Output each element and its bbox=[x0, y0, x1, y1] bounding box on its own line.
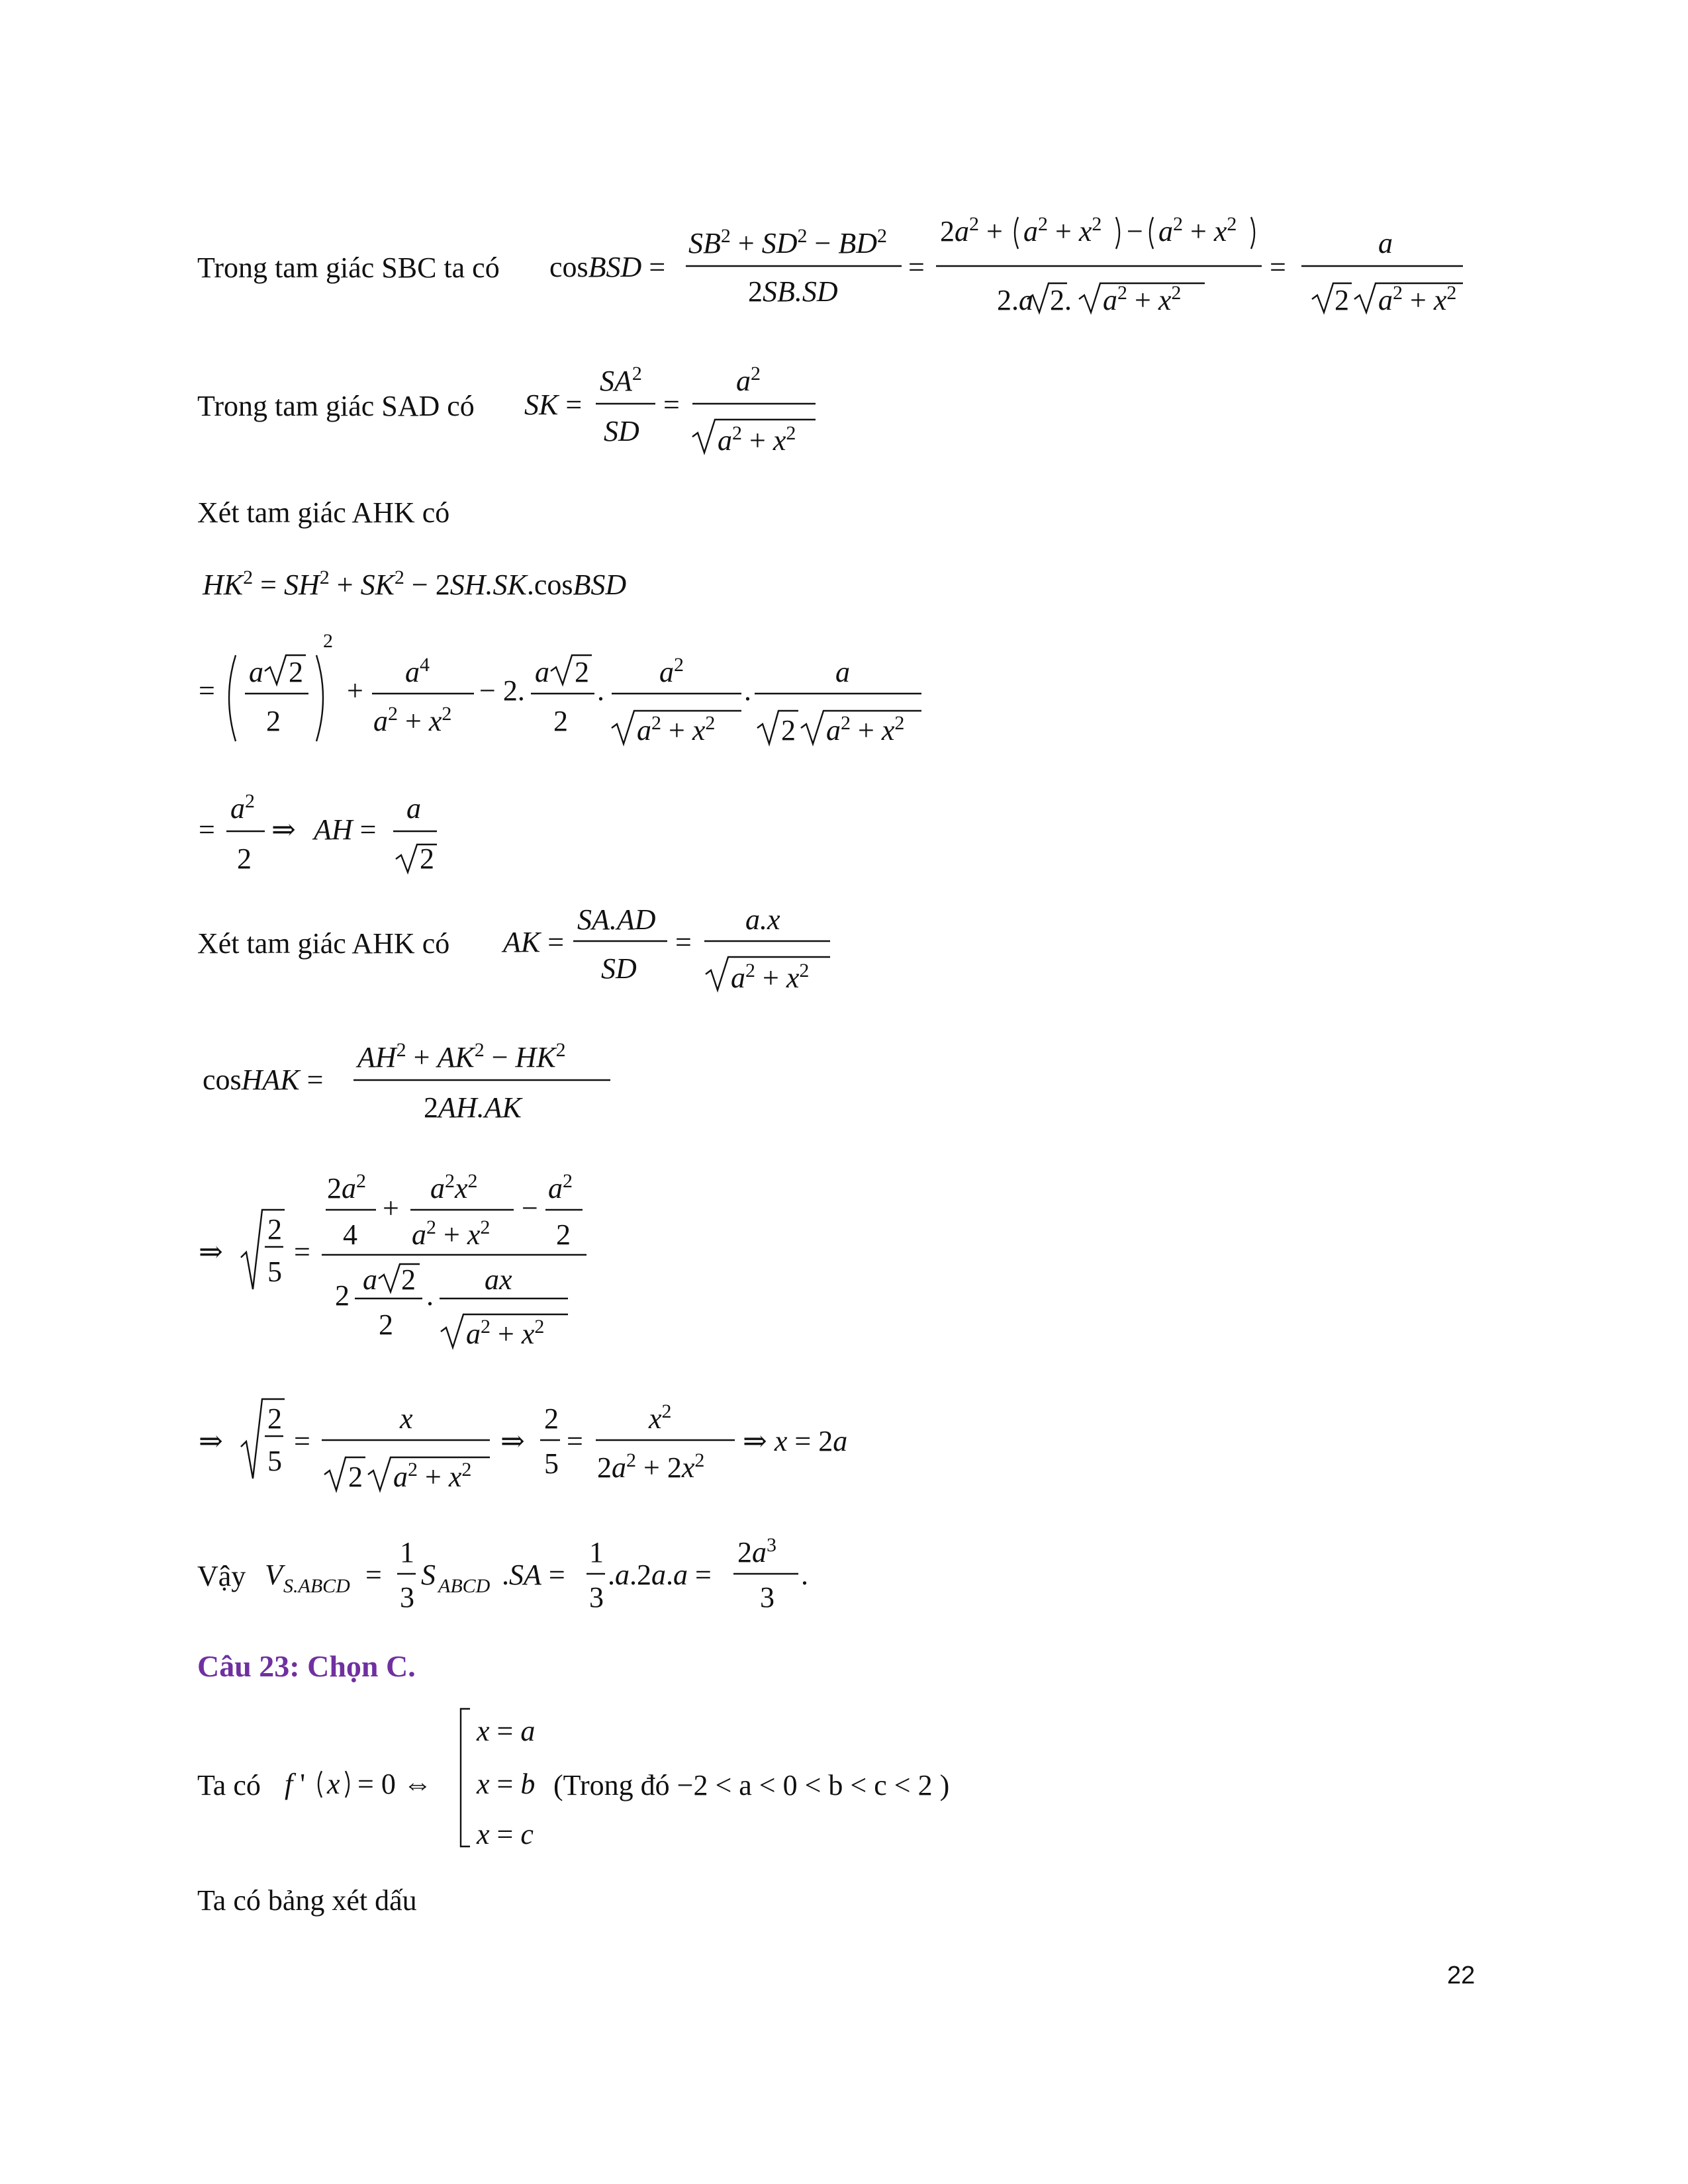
svg-text:SD: SD bbox=[604, 415, 639, 447]
text-trong-do-condition: (Trong đó −2 < a < 0 < b < c < 2 ) bbox=[553, 1769, 950, 1801]
svg-text:1: 1 bbox=[400, 1536, 414, 1569]
svg-text:SK =: SK = bbox=[524, 388, 583, 421]
svg-text:x = c: x = c bbox=[477, 1818, 534, 1850]
svg-text:a2 + x2: $a^2 + x^2$ bbox=[1378, 282, 1457, 316]
svg-text:2: 2 bbox=[544, 1402, 559, 1435]
svg-text:a: a bbox=[835, 656, 850, 688]
svg-text:+: + bbox=[347, 674, 363, 707]
svg-text:5: 5 bbox=[544, 1447, 559, 1480]
svg-text:SA2: $SA^2$ bbox=[600, 363, 642, 397]
svg-text:2AH.AK: 2AH.AK bbox=[424, 1091, 522, 1124]
svg-text:a2 + x2: $a^2 + x^2$ bbox=[393, 1459, 472, 1493]
svg-text:.: . bbox=[744, 674, 751, 707]
svg-text:2: 2 bbox=[267, 1213, 282, 1246]
svg-text:=: = bbox=[675, 926, 692, 958]
svg-text:a4: $a^4$ bbox=[405, 654, 430, 688]
svg-text:ABCD: ABCD bbox=[438, 1575, 491, 1597]
svg-text:2.a: 2.a bbox=[997, 284, 1033, 316]
svg-text:x: x bbox=[400, 1402, 413, 1435]
svg-text:HK2 = SH2 + SK2 − 2SH.SK.cosBS: $HK^2 = SH^2 + SK^2$ − 2SH.SK.cosBSD bbox=[203, 567, 627, 601]
svg-text:a2 + x2: $a^2 + x^2$ bbox=[1103, 282, 1182, 316]
svg-text:S: S bbox=[421, 1559, 436, 1591]
svg-text:2a2 +: $2a^2$ + bbox=[940, 213, 1003, 248]
svg-text:⇒: ⇒ bbox=[199, 1236, 223, 1268]
svg-text:x = b: x = b bbox=[477, 1768, 536, 1800]
svg-text:2: 2 bbox=[237, 842, 252, 875]
svg-text:−: − bbox=[522, 1192, 538, 1224]
svg-text:=: = bbox=[294, 1236, 310, 1268]
svg-text:=: = bbox=[1270, 251, 1286, 283]
svg-text:1: 1 bbox=[589, 1536, 604, 1569]
svg-text:a2 + x2: $a^2 + x^2$ bbox=[718, 422, 796, 457]
svg-text:a2 + x2: $a^2 + x^2$ bbox=[1023, 213, 1102, 248]
page-number: 22 bbox=[1447, 1962, 1476, 1989]
svg-text:2: 2 bbox=[323, 630, 333, 652]
svg-text:V: V bbox=[265, 1559, 283, 1591]
svg-text:⇒: ⇒ bbox=[271, 813, 296, 846]
svg-text:a: a bbox=[406, 792, 421, 825]
svg-text:x = a: x = a bbox=[477, 1715, 536, 1747]
svg-text:2a2: $2a^2$ bbox=[327, 1170, 366, 1205]
svg-text:ax: ax bbox=[485, 1263, 512, 1296]
svg-text:2: 2 bbox=[556, 1218, 571, 1251]
svg-text:2: 2 bbox=[335, 1279, 350, 1312]
svg-text:4: 4 bbox=[343, 1218, 357, 1251]
svg-text:cosHAK =: cosHAK = bbox=[203, 1064, 324, 1096]
svg-text:a2 + x2: $a^2 + x^2$ bbox=[731, 960, 810, 994]
svg-text:2: 2 bbox=[553, 705, 568, 737]
text-vay: Vậy bbox=[197, 1560, 246, 1592]
svg-text:2.: 2. bbox=[1050, 284, 1072, 316]
svg-text:.: . bbox=[597, 674, 604, 707]
text-xet-tam-giac-ahk-2: Xét tam giác AHK có bbox=[197, 927, 450, 960]
svg-text:2: 2 bbox=[575, 656, 589, 688]
svg-text:=: = bbox=[663, 388, 680, 421]
svg-text:AH =: AH = bbox=[314, 813, 377, 846]
svg-text:2: 2 bbox=[267, 1402, 282, 1435]
svg-text:a: a bbox=[363, 1263, 377, 1296]
svg-text:AK =: AK = bbox=[503, 926, 565, 958]
svg-text:5: 5 bbox=[267, 1445, 282, 1477]
svg-text:=: = bbox=[294, 1425, 310, 1457]
svg-text:=: = bbox=[365, 1559, 382, 1591]
svg-text:a2 + x2: $a^2 + x^2$ bbox=[373, 703, 452, 737]
svg-text:a2: $a^2$ bbox=[736, 363, 761, 397]
svg-text:a2 + x2: $a^2 + x^2$ bbox=[466, 1316, 545, 1350]
svg-text:a.x: a.x bbox=[745, 903, 780, 936]
svg-text:a2 + x2: $a^2 + x^2$ bbox=[412, 1216, 491, 1251]
svg-text:⇒: ⇒ bbox=[500, 1425, 525, 1457]
svg-text:SD: SD bbox=[601, 952, 637, 985]
svg-text:5: 5 bbox=[267, 1255, 282, 1288]
svg-text:a: a bbox=[1378, 227, 1393, 259]
svg-text:2a2 + 2x2: $2a^2 + 2x^2$ bbox=[597, 1449, 705, 1484]
svg-text:.: . bbox=[426, 1279, 434, 1312]
svg-text:x2: $x^2$ bbox=[649, 1400, 672, 1435]
svg-text:2SB.SD: 2SB.SD bbox=[748, 275, 838, 308]
text-ta-co-1: Ta có bbox=[197, 1769, 261, 1801]
svg-text:− 2.: − 2. bbox=[479, 674, 525, 707]
svg-text:=: = bbox=[199, 813, 215, 846]
svg-text:a2 + x2: $a^2 + x^2$ bbox=[1158, 213, 1237, 248]
svg-text:S.ABCD: S.ABCD bbox=[283, 1575, 350, 1597]
svg-text:=: = bbox=[908, 251, 925, 283]
svg-text:2: 2 bbox=[379, 1308, 393, 1341]
svg-text:2: 2 bbox=[348, 1461, 363, 1493]
svg-text:a2 + x2: $a^2 + x^2$ bbox=[826, 712, 905, 747]
svg-text:.SA =: .SA = bbox=[502, 1559, 565, 1591]
svg-text:a2: $a^2$ bbox=[548, 1170, 573, 1205]
svg-text:3: 3 bbox=[760, 1581, 774, 1614]
svg-text:2: 2 bbox=[781, 714, 796, 747]
svg-text:3: 3 bbox=[400, 1581, 414, 1614]
svg-text:= 0 ⇔: = 0 ⇔ bbox=[357, 1768, 432, 1800]
svg-text:2: 2 bbox=[289, 656, 303, 688]
svg-text:.a.2a.a =: .a.2a.a = bbox=[608, 1559, 712, 1591]
svg-text:a2x2: $a^2x^2$ bbox=[430, 1170, 478, 1205]
text-trong-tam-giac-sbc: Trong tam giác SBC ta có bbox=[197, 251, 500, 284]
svg-text:⇒ x = 2a: ⇒ x = 2a bbox=[743, 1425, 848, 1457]
heading-cau-23: Câu 23: Chọn C. bbox=[197, 1649, 416, 1683]
svg-text:f ': f ' bbox=[285, 1768, 306, 1800]
svg-text:cosBSD =: cosBSD = bbox=[549, 251, 666, 283]
svg-text:SA.AD: SA.AD bbox=[577, 903, 656, 936]
svg-text:⇒: ⇒ bbox=[199, 1425, 223, 1457]
text-trong-tam-giac-sad: Trong tam giác SAD có bbox=[197, 390, 475, 422]
svg-text:−: − bbox=[1127, 215, 1143, 248]
svg-text:2: 2 bbox=[1335, 284, 1349, 316]
svg-text:=: = bbox=[567, 1425, 583, 1457]
text-xet-tam-giac-ahk-1: Xét tam giác AHK có bbox=[197, 496, 450, 529]
svg-text:a2: $a^2$ bbox=[230, 790, 255, 825]
svg-text:SB2 + SD2 − BD2: $SB^2 + SD^2 - BD^2$ bbox=[688, 225, 887, 259]
svg-text:=: = bbox=[199, 674, 215, 707]
svg-text:3: 3 bbox=[589, 1581, 604, 1614]
svg-text:.: . bbox=[801, 1559, 808, 1591]
svg-text:a2: $a^2$ bbox=[659, 654, 684, 688]
svg-text:2: 2 bbox=[420, 842, 434, 875]
svg-text:2: 2 bbox=[401, 1263, 416, 1296]
svg-text:2a3: $2a^3$ bbox=[737, 1534, 776, 1569]
svg-text:2: 2 bbox=[266, 705, 281, 737]
svg-text:AH2 + AK2 − HK2: $AH^2 + AK^2 - HK^2$ bbox=[357, 1039, 566, 1073]
svg-text:x: x bbox=[327, 1768, 340, 1800]
svg-text:a: a bbox=[535, 656, 549, 688]
svg-text:+: + bbox=[383, 1192, 399, 1224]
svg-text:a: a bbox=[249, 656, 263, 688]
svg-text:a2 + x2: $a^2 + x^2$ bbox=[637, 712, 716, 747]
text-ta-co-bang-xet-dau: Ta có bảng xét dấu bbox=[197, 1884, 417, 1917]
